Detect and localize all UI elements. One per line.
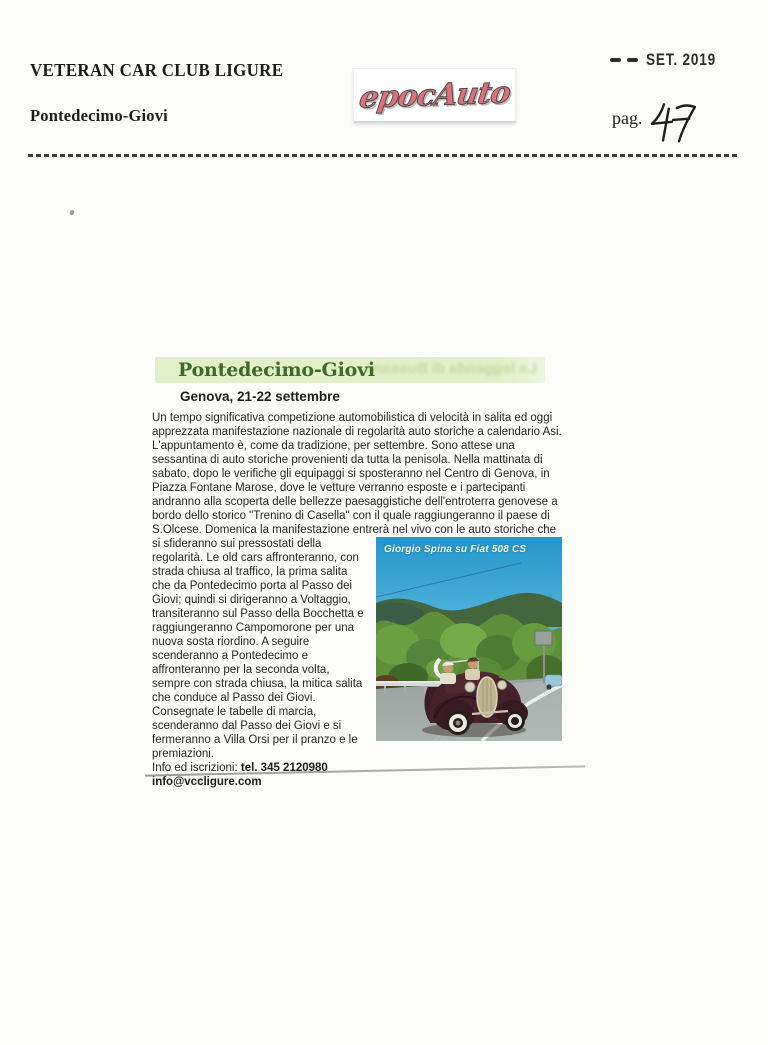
- handwritten-page-number: [647, 99, 701, 148]
- bleed-through-text: La leggenda di Bussana: [365, 360, 537, 377]
- dashed-separator: [28, 154, 740, 157]
- magazine-logo-text: epocAuto: [356, 74, 513, 116]
- club-name: VETERAN CAR CLUB LIGURE: [30, 60, 284, 80]
- contact-label: Info ed iscrizioni:: [152, 762, 241, 774]
- stamp-date: SET. 2019: [646, 50, 716, 69]
- article-title-band: [155, 357, 545, 383]
- date-stamp: [610, 50, 733, 70]
- article-title: Pontedecimo-Giovi: [178, 359, 375, 381]
- magazine-logo: [353, 68, 516, 123]
- contact-phone: tel. 345 2120980: [240, 762, 328, 774]
- photo-caption: Giorgio Spina su Fiat 508 CS: [384, 544, 527, 555]
- scan-speck: [69, 209, 74, 215]
- event-photo: [376, 537, 562, 741]
- article-text: Un tempo significativa competizione automobilistica di velocità in salita ed oggi apprezzata manifestazione nazionale di regolarità auto storiche a calendario Asi. L'appuntamento è, come da tradizione, per settembre. Sono attese una sessantina di auto storiche provenienti da tutta la penisola. Nella mattinata di sabato, dopo le verifiche gli equipaggi si sposteranno nel Centro di Genova, in Piazza Fontane Marose, dove le vetture verranno esposte e i partecipanti andranno alla scoperta delle bellezze paesaggistiche dell'entroterra genovese a bordo dello storico "Trenino di Casella" con il quale raggiungeranno il paese di S.Olcese. Domenica la manifestazione entrerà nel vivo con le auto storiche che si sfideranno sui pressostati della regolarità. Le old cars affronteranno, con strada chiusa al traffico, la prima salita che da Pontedecimo porta al Passo dei Giovi; quindi si dirigeranno a Voltaggio, transiteranno sul Passo della Bocchetta e raggiungeranno Campomorone per una nuova sosta riordino. A seguire scenderanno a Pontedecimo e affronteranno per la seconda volta, sempre con strada chiusa, la mitica salita che conduce al Passo dei Giovi. Consegnate le tabelle di marcia, scenderanno dal Passo dei Giovi e si fermeranno a Villa Orsi per il pranzo e le premiazioni.: [152, 412, 562, 760]
- vintage-car-photo-illustration: [376, 537, 562, 741]
- article-dateline: Genova, 21-22 settembre: [180, 389, 340, 404]
- page-label: pag.: [612, 108, 643, 128]
- page-number-row: [612, 100, 701, 146]
- contact-email: info@vccligure.com: [152, 776, 262, 788]
- event-name-header: Pontedecimo-Giovi: [30, 106, 168, 125]
- article-body: [152, 411, 562, 789]
- stamp-dashes-icon: [610, 58, 638, 62]
